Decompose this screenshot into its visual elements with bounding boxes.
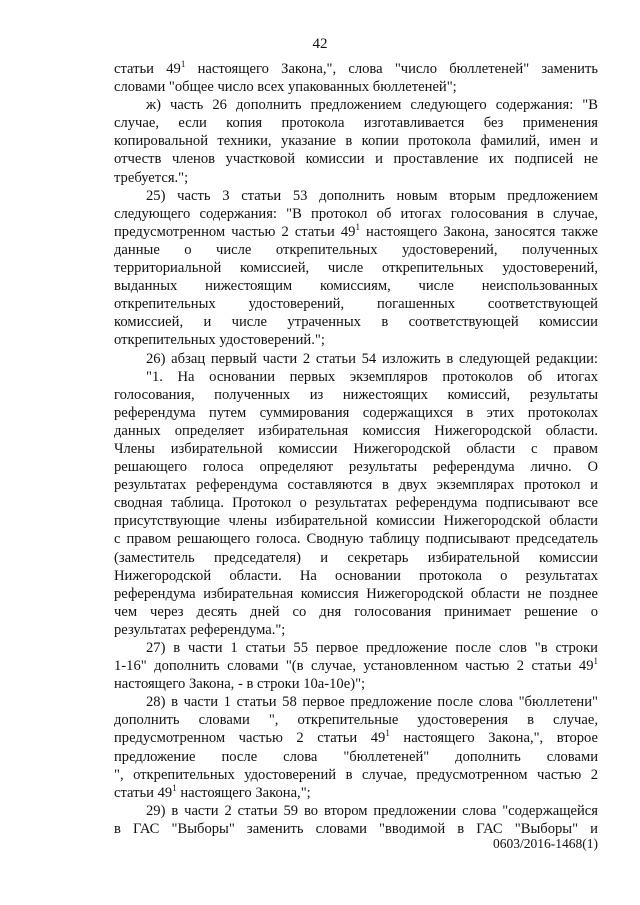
text-line bbox=[114, 150, 598, 168]
text-span: (заместитель председателя) и секретарь избирательной комиссии bbox=[114, 549, 598, 566]
text-span: настоящего Закона,", второе bbox=[389, 730, 598, 747]
text-span: референдума избирательная комиссия Нижегородской области не позднее bbox=[114, 585, 598, 602]
text-span: комиссией, и числе утраченных в соответствующей комиссии bbox=[114, 314, 598, 331]
text-line bbox=[114, 422, 598, 440]
text-line bbox=[114, 114, 598, 132]
text-line bbox=[114, 512, 598, 530]
superscript: 1 bbox=[180, 59, 186, 69]
text-span: данных определяет избирательная комиссия Нижегородской области. bbox=[114, 422, 598, 439]
text-line bbox=[114, 693, 598, 711]
text-span: копировальной техники, указание в копии протокола фамилий, имен и bbox=[114, 133, 598, 150]
text-line bbox=[114, 132, 598, 150]
text-span: предложение после слова "бюллетеней" дополнить словами bbox=[114, 748, 598, 765]
text-span: Нижегородской области. На основании протокола о результатах bbox=[114, 567, 598, 584]
superscript: 1 bbox=[172, 782, 177, 793]
text-span: данные о числе открепительных удостоверений, полученных bbox=[114, 241, 598, 258]
text-line bbox=[114, 187, 598, 205]
text-line bbox=[114, 657, 598, 675]
text-line bbox=[114, 567, 598, 585]
text-span: 28) в части 1 статьи 58 первое предложение после слова "бюллетени" bbox=[146, 694, 598, 711]
text-line bbox=[114, 621, 598, 639]
text-line bbox=[114, 78, 598, 96]
text-span: результатах референдума составляются в двух экземплярах протокол и bbox=[114, 477, 598, 494]
text-line bbox=[114, 494, 598, 512]
text-line bbox=[114, 784, 598, 802]
text-line bbox=[114, 748, 598, 766]
text-span: 27) в части 1 статьи 55 первое предложение после слов "в строки bbox=[146, 640, 598, 656]
text-line bbox=[114, 241, 598, 259]
text-span: настоящего Закона, - в строки 10а-10е)"; bbox=[114, 676, 366, 693]
text-line bbox=[114, 350, 598, 368]
text-span: в ГАС "Выборы" заменить словами "вводимой в ГАС "Выборы" и bbox=[114, 820, 598, 837]
text-span: настоящего Закона,", слова "число бюллетеней" заменить bbox=[185, 61, 599, 77]
text-span: дополнить словами ", открепительные удостоверения в случае, bbox=[114, 712, 598, 729]
superscript: 1 bbox=[593, 656, 598, 667]
text-line bbox=[114, 585, 598, 603]
text-span: Члены избирательной комиссии Нижегородской области с правом bbox=[114, 440, 598, 457]
text-span: настоящего Закона,"; bbox=[176, 784, 311, 801]
text-span: следующего содержания: "В протокол об итогах голосования в случае, bbox=[114, 205, 598, 222]
text-span: отчеств членов участковой комиссии и проставление их подписей не bbox=[114, 151, 598, 168]
text-span: 25) часть 3 статьи 53 дополнить новым вторым предложением bbox=[146, 187, 598, 204]
text-line bbox=[114, 386, 598, 404]
text-line bbox=[114, 223, 598, 241]
text-span: открепительных удостоверений."; bbox=[114, 332, 325, 349]
text-span: чем через десять дней со дня голосования принимает решение о bbox=[114, 603, 598, 620]
text-span: словами "общее число всех упакованных бюллетеней"; bbox=[114, 79, 457, 96]
text-line bbox=[114, 404, 598, 422]
text-line bbox=[114, 639, 598, 657]
text-span: требуется."; bbox=[114, 169, 189, 186]
text-line bbox=[114, 802, 598, 820]
superscript: 1 bbox=[385, 728, 390, 739]
text-span: с правом решающего голоса. Сводную таблицу подписывают председатель bbox=[114, 531, 598, 548]
text-line bbox=[114, 96, 598, 114]
text-span: референдума путем суммирования содержащихся в этих протоколах bbox=[114, 404, 598, 421]
document-code: 0603/2016-1468(1) bbox=[493, 836, 598, 851]
text-span: "1. На основании первых экземпляров протоколов об итогах bbox=[146, 368, 598, 385]
text-line bbox=[114, 603, 598, 621]
text-span: 1-16" дополнить словами "(в случае, установленном частью 2 статьи 49 bbox=[114, 658, 594, 675]
text-line bbox=[114, 711, 598, 729]
text-span: присутствующие члены избирательной комиссии Нижегородской области bbox=[114, 513, 598, 530]
text-span: территориальной комиссией, числе открепительных удостоверений, bbox=[114, 260, 598, 277]
text-span: результатах референдума."; bbox=[114, 621, 286, 638]
text-span: ж) часть 26 дополнить предложением следующего содержания: "В bbox=[146, 97, 598, 114]
text-span: предусмотренном частью 2 статьи 49 bbox=[114, 730, 386, 747]
text-line bbox=[114, 458, 598, 476]
text-line bbox=[114, 295, 598, 313]
text-span: статьи 49 bbox=[114, 61, 181, 77]
text-span: открепительных удостоверений, погашенных соответствующей bbox=[114, 296, 598, 313]
document-body bbox=[114, 60, 598, 838]
text-span: статьи 49 bbox=[114, 784, 173, 801]
text-line bbox=[114, 440, 598, 458]
text-line bbox=[114, 331, 598, 349]
text-line bbox=[114, 729, 598, 747]
text-span: случае, если копия протокола изготавливается без применения bbox=[114, 115, 598, 132]
text-line bbox=[114, 549, 598, 567]
text-line bbox=[114, 259, 598, 277]
text-span: предусмотренном частью 2 статьи 49 bbox=[114, 223, 356, 240]
text-line bbox=[114, 675, 598, 693]
text-line bbox=[114, 530, 598, 548]
text-span: выданных нижестоящим комиссиям, числе неиспользованных bbox=[114, 278, 598, 295]
text-line bbox=[114, 169, 598, 187]
text-span: голосования, полученных из нижестоящих комиссий, результаты bbox=[114, 386, 598, 403]
page-number: 42 bbox=[312, 36, 328, 52]
text-span: 29) в части 2 статьи 59 во втором предложении слова "содержащейся bbox=[146, 802, 598, 819]
text-span: решающего голоса определяют результаты референдума лично. О bbox=[114, 459, 598, 476]
superscript: 1 bbox=[355, 221, 360, 232]
text-span: настоящего Закона, заносятся также bbox=[359, 223, 598, 240]
text-line bbox=[114, 205, 598, 223]
text-line bbox=[114, 476, 598, 494]
text-line bbox=[114, 766, 598, 784]
text-span: ", открепительных удостоверений в случае, предусмотренном частью 2 bbox=[114, 766, 598, 783]
text-span: сводная таблица. Протокол о результатах референдума подписывают все bbox=[114, 495, 598, 512]
text-line bbox=[114, 368, 598, 386]
text-line bbox=[114, 60, 598, 78]
text-line bbox=[114, 313, 598, 331]
text-line bbox=[114, 277, 598, 295]
text-span: 26) абзац первый части 2 статьи 54 изложить в следующей редакции: bbox=[146, 350, 598, 367]
